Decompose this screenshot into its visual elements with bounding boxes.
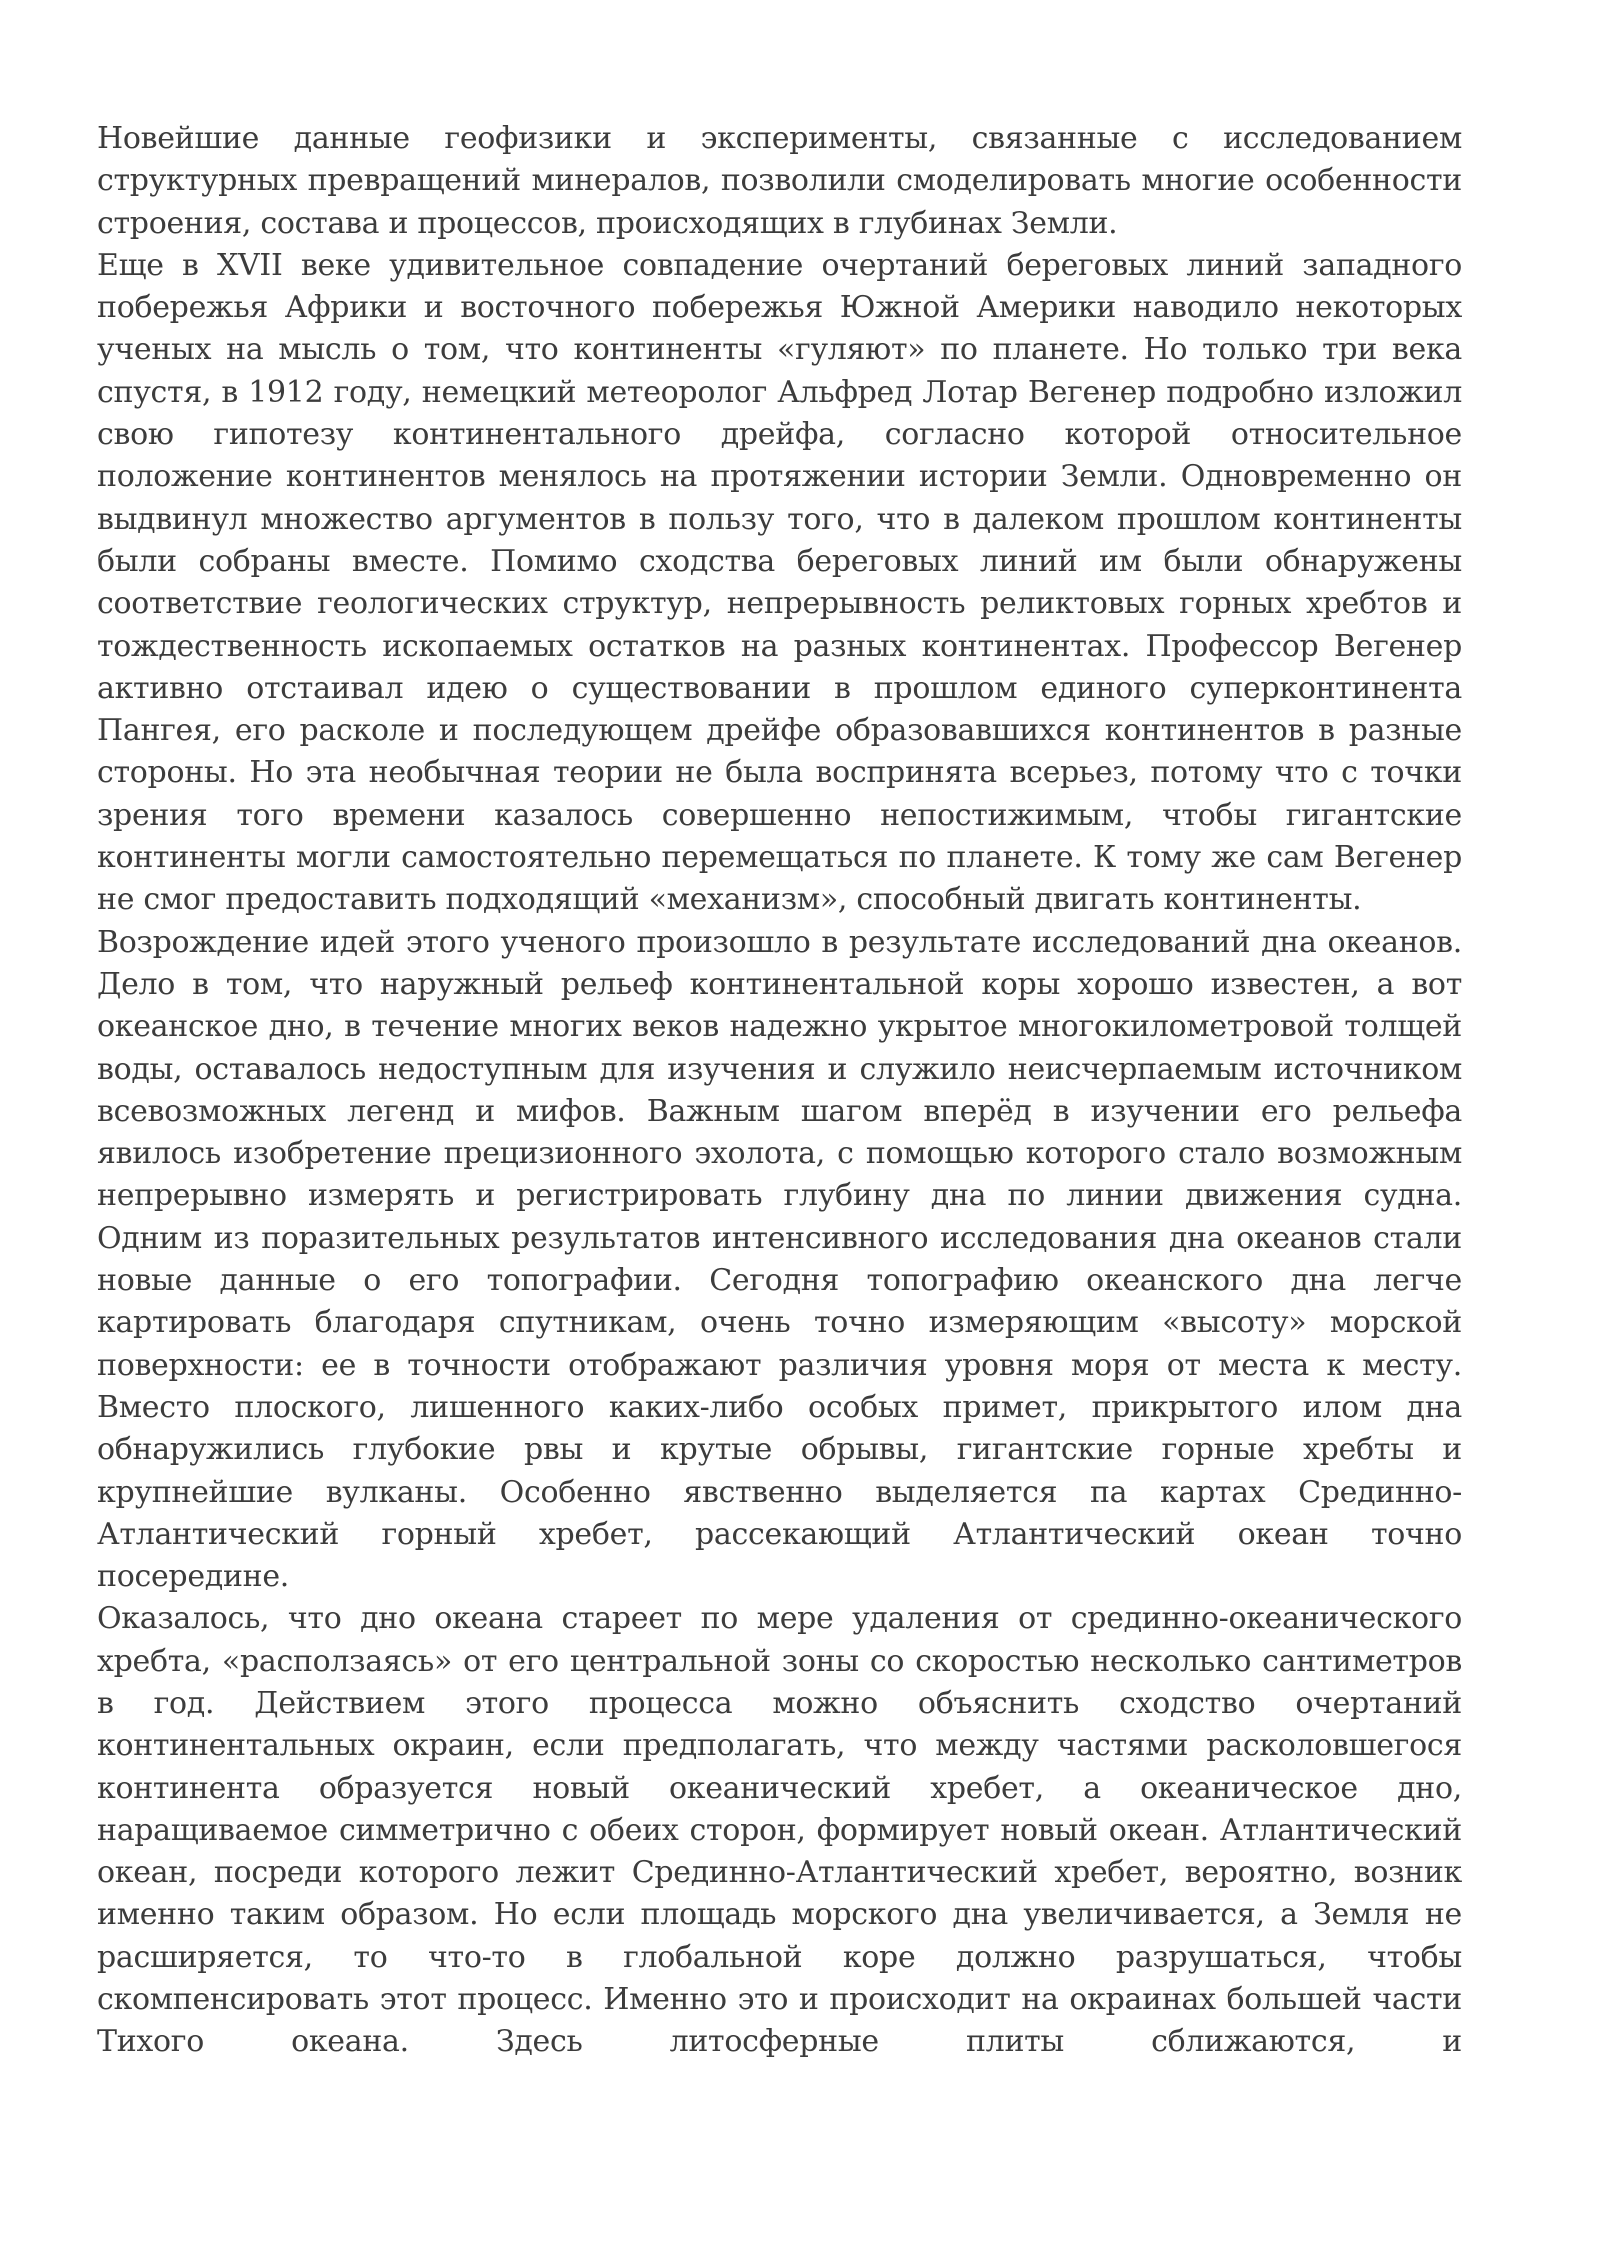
paragraph-wegener-drift: Еще в XVII веке удивительное совпадение очертаний береговых линий западного побережья Африки и восточного побережья Южной Америки наводило некоторых ученых на мысль о том, что континенты «гуляют» по планете. Но только три века спустя, в 1912 году, немецкий метеоролог Альфред Лотар Вегенер подробно изложил свою гипотезу континентального дрейфа, согласно которой относительное положение континентов менялось на протяжении истории Земли. Одновременно он выдвинул множество аргументов в пользу того, что в далеком прошлом континенты были собраны вместе. Помимо сходства береговых линий им были обнаружены соответствие геологических структур, непрерывность реликтовых горных хребтов и тождественность ископаемых остатков на разных континентах. Профессор Вегенер активно отстаивал идею о существовании в прошлом единого суперконтинента Пангея, его расколе и последующем дрейфе образовавшихся континентов в разные стороны. Но эта необычная теории не была воспринята всерьез, потому что с точки зрения того времени казалось совершенно непостижимым, чтобы гигантские континенты могли самостоятельно перемещаться по планете. К тому же сам Вегенер не смог предоставить подходящий «механизм», способный двигать континенты. bbox=[97, 247, 1462, 918]
paragraph-ocean-floor: Возрождение идей этого ученого произошло в результате исследований дна океанов. Дело в том, что наружный рельеф континентальной коры хорошо известен, а вот океанское дно, в течение многих веков надежно укрытое многокилометровой толщей воды, оставалось недоступным для изучения и служило неисчерпаемым источником всевозможных легенд и мифов. Важным шагом вперёд в изучении его рельефа явилось изобретение прецизионного эхолота, с помощью которого стало возможным непрерывно измерять и регистрировать глубину дна по линии движения судна. Одним из поразительных результатов интенсивного исследования дна океанов стали новые данные о его топографии. Сегодня топографию океанского дна легче картировать благодаря спутникам, очень точно измеряющим «высоту» морской поверхности: ее в точности отображают различия уровня моря от места к месту. Вместо плоского, лишенного каких-либо особых примет, прикрытого илом дна обнаружились глубокие рвы и крутые обрывы, гигантские горные хребты и крупнейшие вулканы. Особенно явственно выделяется па картах Срединно-Атлантический горный хребет, рассекающий Атлантический океан точно посередине. bbox=[97, 924, 1462, 1595]
document-page bbox=[97, 118, 1462, 2064]
paragraph-geophysics-intro: Новейшие данные геофизики и эксперименты, связанные с исследованием структурных превращений минералов, позволили смоделировать многие особенности строения, состава и процессов, происходящих в глубинах Земли. bbox=[97, 121, 1462, 241]
paragraph-seafloor-spreading: Оказалось, что дно океана стареет по мере удаления от срединно-океанического хребта, «расползаясь» от его центральной зоны со скоростью несколько сантиметров в год. Действием этого процесса можно объяснить сходство очертаний континентальных окраин, если предполагать, что между частями расколовшегося континента образуется новый океанический хребет, а океаническое дно, наращиваемое симметрично с обеих сторон, формирует новый океан. Атлантический океан, посреди которого лежит Срединно-Атлантический хребет, вероятно, возник именно таким образом. Но если площадь морского дна увеличивается, а Земля не расширяется, то что-то в глобальной коре должно разрушаться, чтобы скомпенсировать этот процесс. Именно это и происходит на окраинах большей части Тихого океана. Здесь литосферные плиты сближаются, и bbox=[97, 1601, 1462, 2060]
